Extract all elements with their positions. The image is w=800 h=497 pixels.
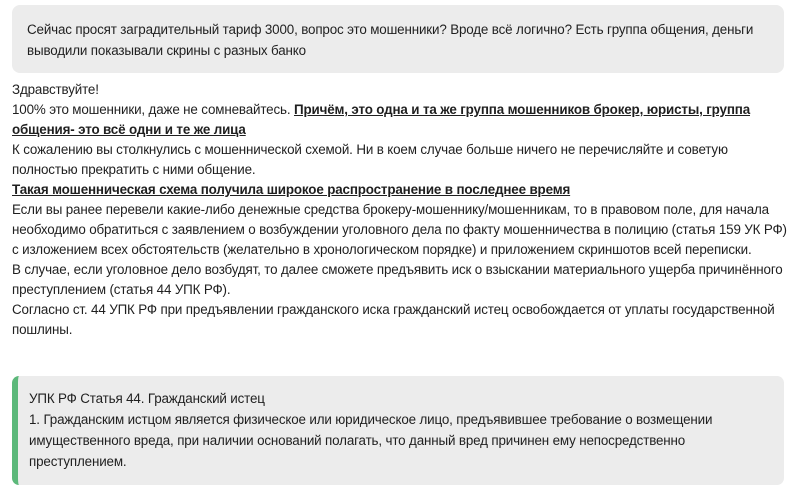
answer-body bbox=[12, 80, 792, 340]
answer-paragraph-1-emphasis: Причём, это одна и та же группа мошенников брокер, юристы, группа общения- это всё одни и те же лица bbox=[12, 102, 750, 137]
question-text: Сейчас просят заградительный тариф 3000, вопрос это мошенники? Вроде всё логично? Есть группа общения, деньги выводили показывали скрины с разных банко bbox=[27, 22, 754, 58]
question-box bbox=[12, 5, 784, 73]
answer-paragraph-3-emphasis: Такая мошенническая схема получила широкое распространение в последнее время bbox=[12, 182, 571, 197]
answer-paragraph-1-text: 100% это мошенники, даже не сомневайтесь. bbox=[12, 102, 294, 117]
answer-paragraph-1 bbox=[12, 100, 792, 140]
quote-title: УПК РФ Статья 44. Гражданский истец bbox=[29, 391, 265, 406]
quote-body: 1. Гражданским истцом является физическое или юридическое лицо, предъявившее требование о возмещении имущественного вреда, при наличии оснований полагать, что данный вред причинен ему непосредственно преступлением. bbox=[29, 412, 713, 469]
answer-paragraph-2: К сожалению вы столкнулись с мошеннической схемой. Ни в коем случае больше ничего не перечисляйте и советую полностью прекратить с ними общение. bbox=[12, 142, 728, 177]
answer-greeting: Здравствуйте! bbox=[12, 82, 99, 97]
law-quote-block bbox=[12, 376, 784, 485]
answer-paragraph-3 bbox=[12, 180, 792, 200]
answer-paragraph-4: Если вы ранее перевели какие-либо денежные средства брокеру-мошеннику/мошенникам, то в правовом поле, для начала необходимо обратиться с заявлением о возбуждении уголовного дела по факту мошенничества в полицию (статья 159 УК РФ) с изложением всех обстоятельств (желательно в хронологическом порядке) и приложением скриншотов всей переписки. bbox=[12, 202, 787, 257]
answer-paragraph-6: Согласно ст. 44 УПК РФ при предъявлении гражданского иска гражданский истец освобождается от уплаты государственной пошлины. bbox=[12, 302, 775, 337]
answer-paragraph-5: В случае, если уголовное дело возбудят, то далее сможете предъявить иск о взыскании материального ущерба причинённого преступлением (статья 44 УПК РФ). bbox=[12, 262, 783, 297]
